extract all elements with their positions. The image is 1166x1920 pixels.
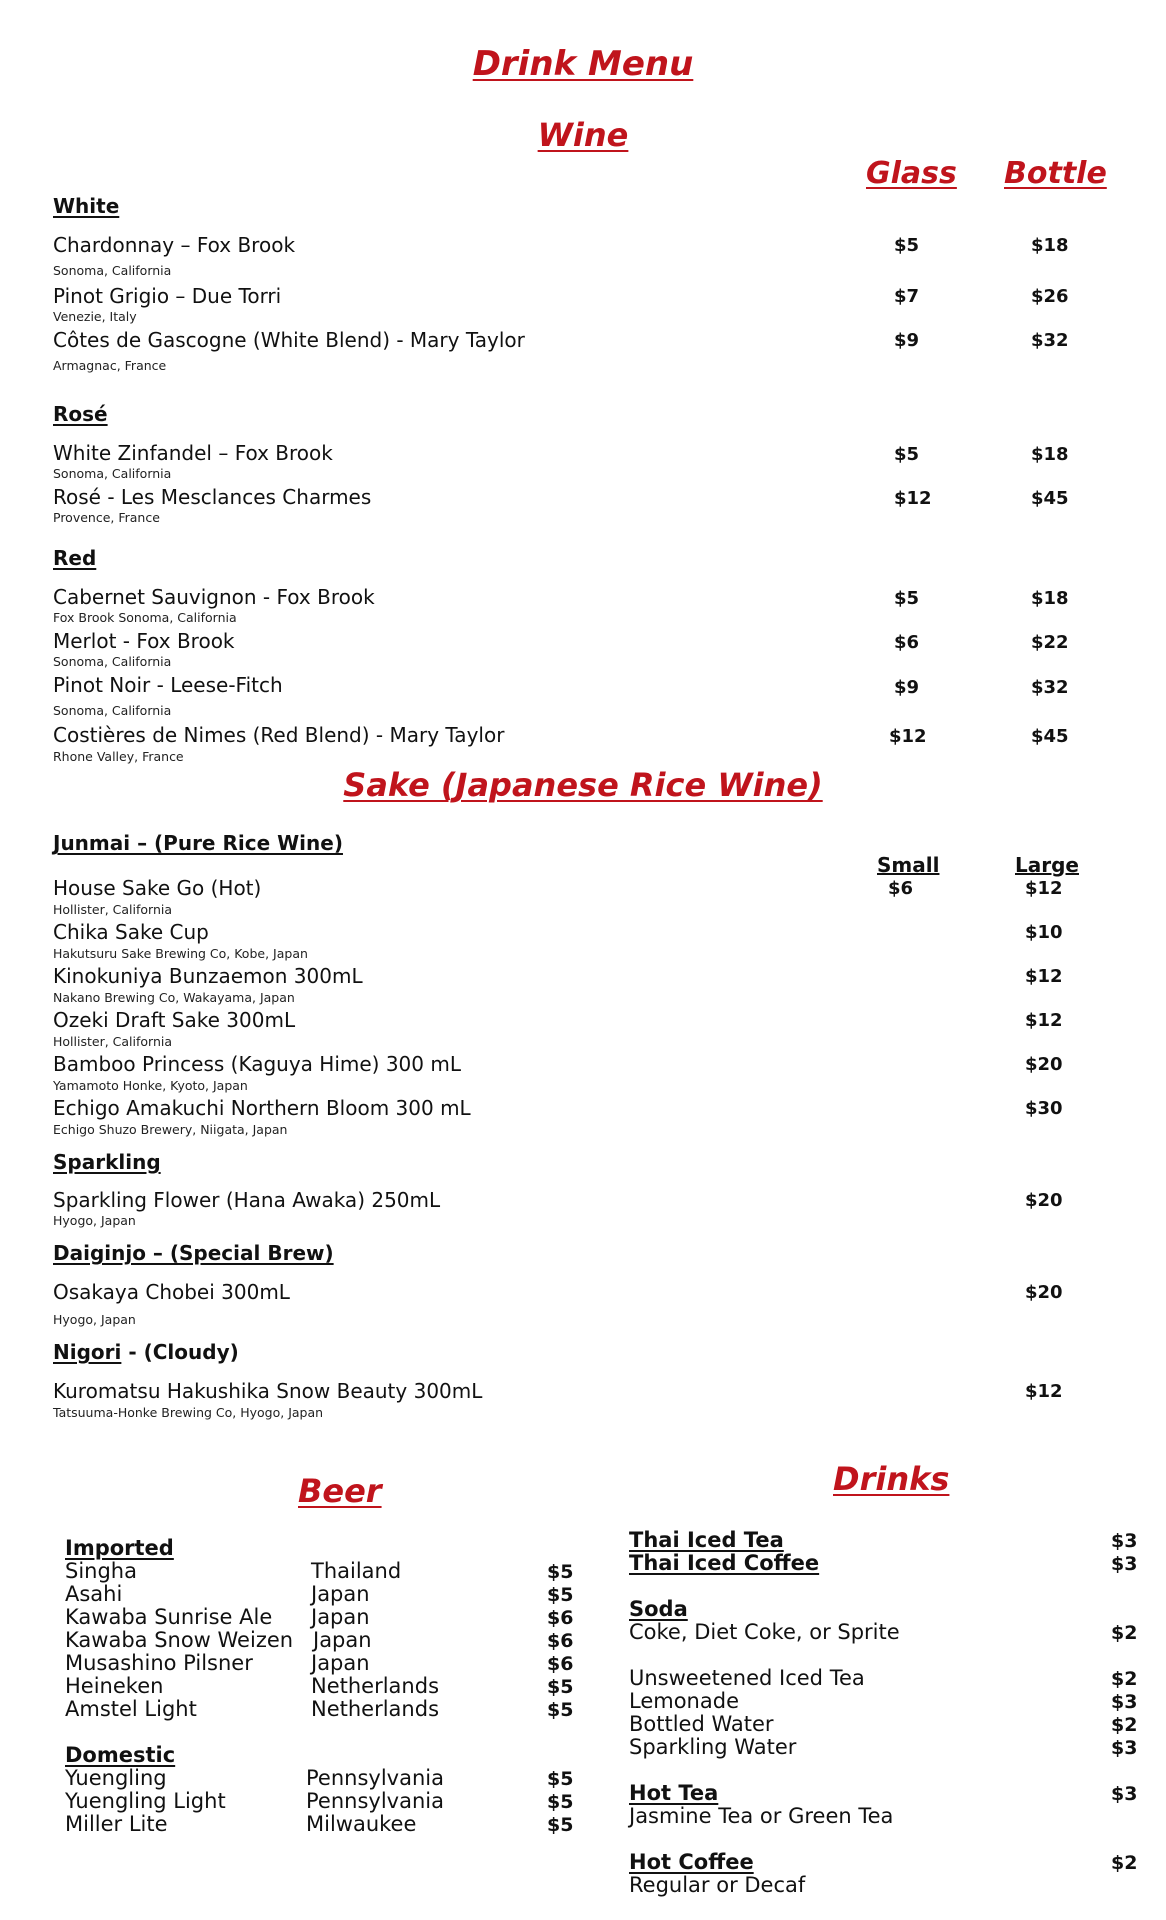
wine-item-origin: Fox Brook Sonoma, California	[53, 610, 237, 625]
sake-large-price: $12	[1025, 1010, 1063, 1031]
beer-price: $6	[547, 1630, 574, 1652]
drink-name: Sparkling Water	[629, 1735, 797, 1759]
wine-bottle-price: $26	[1031, 286, 1069, 307]
beer-country: Japan	[311, 1605, 370, 1629]
wine-item-name: Cabernet Sauvignon - Fox Brook	[53, 585, 375, 609]
beer-price: $5	[547, 1561, 574, 1583]
wine-glass-price: $7	[894, 286, 920, 307]
wine-heading: Wine	[537, 116, 629, 154]
wine-glass-price: $5	[894, 235, 920, 256]
beer-price: $5	[547, 1791, 574, 1813]
drink-thai-iced-tea: Thai Iced Tea	[629, 1528, 784, 1552]
beer-country: Japan	[313, 1628, 372, 1652]
wine-item-name: Merlot - Fox Brook	[53, 629, 235, 653]
wine-bottle-price: $18	[1031, 235, 1069, 256]
wine-glass-price: $5	[894, 588, 920, 609]
beer-heading: Beer	[298, 1472, 382, 1510]
sake-large-price: $20	[1025, 1282, 1063, 1303]
sake-large-price: $20	[1025, 1054, 1063, 1075]
wine-category-white: White	[53, 194, 120, 218]
wine-glass-price: $12	[894, 488, 932, 509]
beer-country: Japan	[311, 1582, 370, 1606]
drink-description: Coke, Diet Coke, or Sprite	[629, 1620, 900, 1644]
drink-name: Unsweetened Iced Tea	[629, 1666, 865, 1690]
large-column-header: Large	[1015, 853, 1079, 877]
sake-item-origin: Hollister, California	[53, 1034, 173, 1049]
wine-bottle-price: $18	[1031, 588, 1069, 609]
drink-price: $3	[1111, 1553, 1138, 1575]
beer-name: Kawaba Snow Weizen	[65, 1628, 294, 1652]
beer-name: Amstel Light	[65, 1697, 197, 1721]
sake-large-price: $30	[1025, 1098, 1063, 1119]
wine-item-name: Costières de Nimes (Red Blend) - Mary Taylor	[53, 723, 505, 747]
sake-category-junmai: Junmai – (Pure Rice Wine)	[53, 831, 343, 855]
sake-item-name: Ozeki Draft Sake 300mL	[53, 1008, 296, 1032]
wine-item-origin: Armagnac, France	[53, 358, 167, 373]
sake-category-nigori	[53, 1340, 239, 1364]
sake-item-origin: Yamamoto Honke, Kyoto, Japan	[53, 1078, 248, 1093]
beer-country: Japan	[311, 1651, 370, 1675]
beer-country: Pennsylvania	[306, 1766, 444, 1790]
sake-item-name: Osakaya Chobei 300mL	[53, 1280, 290, 1304]
beer-price: $6	[547, 1607, 574, 1629]
sake-item-origin: Nakano Brewing Co, Wakayama, Japan	[53, 990, 295, 1005]
sake-large-price: $12	[1025, 1381, 1063, 1402]
sake-item-name: Sparkling Flower (Hana Awaka) 250mL	[53, 1188, 441, 1212]
small-column-header: Small	[877, 853, 940, 877]
sake-item-origin: Hyogo, Japan	[53, 1213, 136, 1228]
drink-description: Regular or Decaf	[629, 1873, 806, 1897]
sake-item-origin: Hyogo, Japan	[53, 1312, 136, 1327]
wine-bottle-price: $45	[1031, 726, 1069, 747]
beer-category-imported: Imported	[65, 1536, 174, 1560]
drink-category-hot-coffee: Hot Coffee	[629, 1850, 754, 1874]
beer-name: Miller Lite	[65, 1812, 168, 1836]
wine-glass-price: $9	[894, 677, 920, 698]
beer-name: Yuengling	[65, 1766, 167, 1790]
wine-item-name: White Zinfandel – Fox Brook	[53, 441, 333, 465]
sake-large-price: $20	[1025, 1190, 1063, 1211]
sake-item-origin: Hakutsuru Sake Brewing Co, Kobe, Japan	[53, 946, 308, 961]
sake-item-origin: Tatsuuma-Honke Brewing Co, Hyogo, Japan	[53, 1405, 324, 1420]
drink-category-soda: Soda	[629, 1597, 688, 1621]
beer-name: Musashino Pilsner	[65, 1651, 253, 1675]
drink-price: $3	[1111, 1691, 1138, 1713]
wine-glass-price: $9	[894, 330, 920, 351]
glass-column-header: Glass	[866, 156, 957, 191]
drink-description: Jasmine Tea or Green Tea	[629, 1804, 894, 1828]
wine-item-origin: Sonoma, California	[53, 466, 172, 481]
sake-item-name: House Sake Go (Hot)	[53, 876, 262, 900]
sake-category-sparkling: Sparkling	[53, 1150, 161, 1174]
drink-name: Lemonade	[629, 1689, 739, 1713]
sake-large-price: $12	[1025, 966, 1063, 987]
drink-price: $2	[1111, 1622, 1138, 1644]
drink-price: $3	[1111, 1737, 1138, 1759]
wine-item-name: Pinot Grigio – Due Torri	[53, 284, 282, 308]
wine-item-name: Pinot Noir - Leese-Fitch	[53, 673, 283, 697]
sake-small-price: $6	[888, 878, 914, 899]
beer-country: Milwaukee	[306, 1812, 417, 1836]
drink-thai-iced-coffee: Thai Iced Coffee	[629, 1551, 820, 1575]
wine-item-name: Côtes de Gascogne (White Blend) - Mary Taylor	[53, 328, 525, 352]
beer-name: Yuengling Light	[65, 1789, 226, 1813]
wine-glass-price: $5	[894, 444, 920, 465]
wine-glass-price: $12	[889, 726, 927, 747]
drinks-heading: Drinks	[833, 1460, 950, 1498]
sake-item-origin: Hollister, California	[53, 902, 173, 917]
wine-item-origin: Provence, France	[53, 510, 160, 525]
beer-price: $6	[547, 1653, 574, 1675]
sake-large-price: $10	[1025, 922, 1063, 943]
wine-bottle-price: $32	[1031, 330, 1069, 351]
bottle-column-header: Bottle	[1004, 156, 1107, 191]
beer-price: $5	[547, 1584, 574, 1606]
wine-item-origin: Sonoma, California	[53, 263, 172, 278]
beer-price: $5	[547, 1768, 574, 1790]
beer-name: Heineken	[65, 1674, 164, 1698]
sake-item-name: Bamboo Princess (Kaguya Hime) 300 mL	[53, 1052, 461, 1076]
drink-price: $2	[1111, 1714, 1138, 1736]
wine-bottle-price: $18	[1031, 444, 1069, 465]
sake-item-name: Kinokuniya Bunzaemon 300mL	[53, 964, 363, 988]
wine-bottle-price: $22	[1031, 632, 1069, 653]
beer-country: Thailand	[311, 1559, 402, 1583]
wine-item-origin: Venezie, Italy	[53, 309, 137, 324]
beer-name: Asahi	[65, 1582, 123, 1606]
wine-item-name: Rosé - Les Mesclances Charmes	[53, 485, 372, 509]
sake-item-name: Echigo Amakuchi Northern Bloom 300 mL	[53, 1096, 471, 1120]
beer-country: Netherlands	[311, 1674, 440, 1698]
nigori-label: Nigori	[53, 1340, 122, 1364]
beer-name: Kawaba Sunrise Ale	[65, 1605, 273, 1629]
beer-price: $5	[547, 1676, 574, 1698]
sake-heading: Sake (Japanese Rice Wine)	[343, 766, 823, 804]
sake-item-name: Chika Sake Cup	[53, 920, 209, 944]
wine-item-origin: Sonoma, California	[53, 703, 172, 718]
wine-category-red: Red	[53, 546, 97, 570]
sake-item-origin: Echigo Shuzo Brewery, Niigata, Japan	[53, 1122, 288, 1137]
beer-country: Pennsylvania	[306, 1789, 444, 1813]
sake-large-price: $12	[1025, 878, 1063, 899]
drink-price: $3	[1111, 1530, 1138, 1552]
page-title: Drink Menu	[472, 44, 694, 84]
drink-price: $3	[1111, 1783, 1138, 1805]
wine-item-origin: Sonoma, California	[53, 654, 172, 669]
wine-bottle-price: $32	[1031, 677, 1069, 698]
wine-category-rose: Rosé	[53, 402, 108, 426]
sake-item-name: Kuromatsu Hakushika Snow Beauty 300mL	[53, 1379, 483, 1403]
beer-country: Netherlands	[311, 1697, 440, 1721]
wine-bottle-price: $45	[1031, 488, 1069, 509]
beer-price: $5	[547, 1699, 574, 1721]
drink-price: $2	[1111, 1668, 1138, 1690]
nigori-label-suffix: - (Cloudy)	[121, 1340, 239, 1364]
beer-category-domestic: Domestic	[65, 1743, 176, 1767]
sake-category-daiginjo: Daiginjo – (Special Brew)	[53, 1241, 334, 1265]
drink-category-hot-tea: Hot Tea	[629, 1781, 719, 1805]
beer-price: $5	[547, 1814, 574, 1836]
drink-name: Bottled Water	[629, 1712, 774, 1736]
beer-name: Singha	[65, 1559, 137, 1583]
wine-item-name: Chardonnay – Fox Brook	[53, 233, 296, 257]
wine-item-origin: Rhone Valley, France	[53, 749, 184, 764]
wine-glass-price: $6	[894, 632, 920, 653]
drink-price: $2	[1111, 1852, 1138, 1874]
